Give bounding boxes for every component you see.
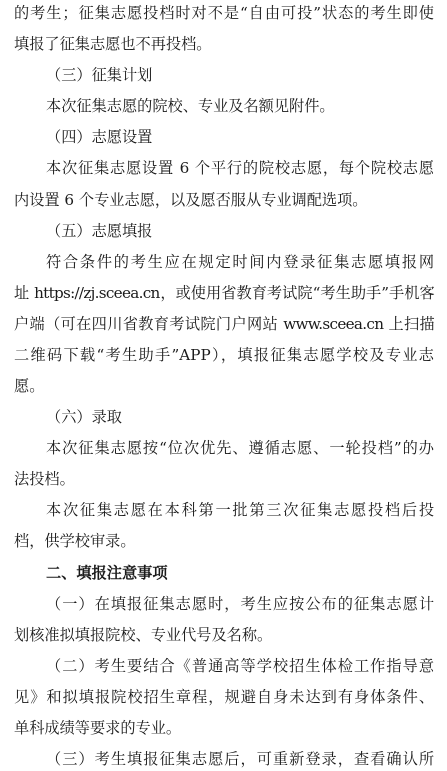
text-line: 本次征集志愿在本科第一批第三次征集志愿投档后投	[46, 501, 434, 520]
text-line: 单科成绩等要求的专业。	[14, 718, 182, 737]
section-heading: （四）志愿设置	[46, 128, 153, 147]
text-line: 户端（可在四川省教育考试院门户网站 www.sceea.cn 上扫描	[14, 314, 434, 333]
text-line: 的考生；征集志愿投档时对不是“自由可投”状态的考生即使	[14, 4, 434, 22]
text-line: 内设置 6 个专业志愿，以及愿否服从专业调配选项。	[14, 190, 368, 209]
text-line: 本次征集志愿按“位次优先、遵循志愿、一轮投档”的办	[46, 439, 434, 458]
text-line: 址 https://zj.sceea.cn，或使用省教育考试院“考生助手”手机客	[14, 283, 434, 302]
text-line: （二）考生要结合《普通高等学校招生体检工作指导意	[46, 656, 434, 675]
text-line: （一）在填报征集志愿时，考生应按公布的征集志愿计	[46, 594, 434, 613]
section-heading: （六）录取	[46, 408, 122, 427]
section-heading: （三）征集计划	[46, 66, 153, 85]
section-heading: （五）志愿填报	[46, 221, 153, 240]
text-line: 二维码下载“考生助手”APP），填报征集志愿学校及专业志	[14, 345, 434, 364]
text-line: 本次征集志愿设置 6 个平行的院校志愿，每个院校志愿	[46, 159, 434, 178]
text-line: 法投档。	[14, 470, 75, 489]
section-heading: 二、填报注意事项	[46, 563, 168, 582]
text-line: 划核准拟填报院校、专业代号及名称。	[14, 625, 273, 644]
text-line: 愿。	[14, 377, 45, 395]
text-line: 本次征集志愿的院校、专业及名额见附件。	[46, 97, 335, 116]
text-line: 填报了征集志愿也不再投档。	[14, 35, 212, 54]
text-line: 符合条件的考生应在规定时间内登录征集志愿填报网	[46, 252, 434, 271]
text-line: （三）考生填报征集志愿后，可重新登录，查看确认所	[46, 750, 434, 768]
text-line: 见》和拟填报院校招生章程，规避自身未达到有身体条件、	[14, 687, 434, 706]
text-line: 档，供学校审录。	[14, 532, 136, 551]
